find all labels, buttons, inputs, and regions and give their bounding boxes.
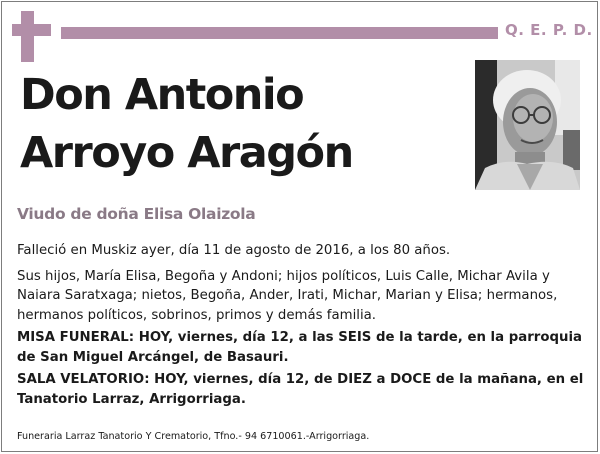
funeral-home-footer: Funeraria Larraz Tanatorio Y Crematorio, Tfno.- 94 6710061.-Arrigorriaga.: [17, 431, 370, 442]
header-bar: [61, 27, 498, 39]
cross-icon-arm: [12, 24, 51, 36]
obituary-card: [1, 1, 598, 452]
family-list: Sus hijos, María Elisa, Begoña y Andoni; hijos políticos, Luis Calle, Michar Avila y Naiara Saratxaga; nietos, Begoña, Ander, Irati, Michar, Marian y Elisa; hermanos, hermanos políticos, sobrinos, primos y demás familia.: [17, 268, 558, 323]
qepd-label: Q. E. P. D.: [505, 21, 593, 39]
funeral-mass-info: MISA FUNERAL: HOY, viernes, día 12, a las SEIS de la tarde, en la parroquia de San Miguel Arcángel, de Basauri.: [17, 330, 582, 365]
portrait-photo: [475, 60, 580, 190]
obituary-body: [17, 241, 587, 412]
subtitle: Viudo de doña Elisa Olaizola: [17, 205, 256, 223]
cross-icon: [21, 11, 34, 62]
wake-room-info: SALA VELATORIO: HOY, viernes, día 12, de DIEZ a DOCE de la mañana, en el Tanatorio Larraz, Arrigorriaga.: [17, 372, 584, 407]
name-line-2: Arroyo Aragón: [20, 128, 353, 178]
name-line-1: Don Antonio: [20, 70, 304, 120]
death-announcement: Falleció en Muskiz ayer, día 11 de agosto de 2016, a los 80 años.: [17, 243, 451, 258]
deceased-name: [20, 66, 460, 182]
